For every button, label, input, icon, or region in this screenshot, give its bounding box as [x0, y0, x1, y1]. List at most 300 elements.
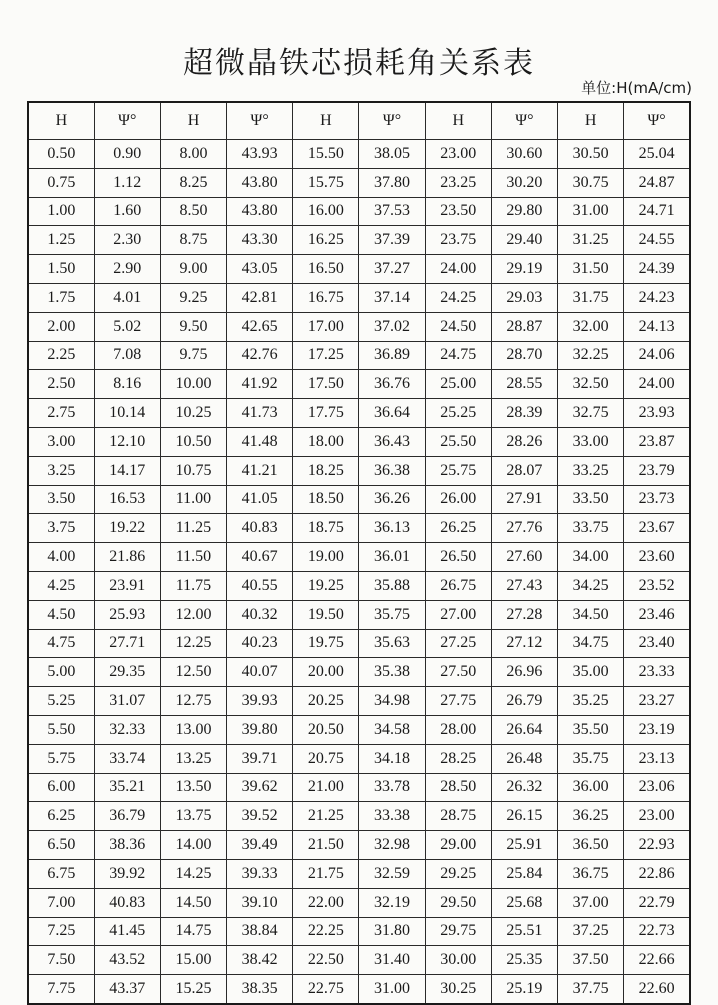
column-header: Ψ°: [227, 102, 293, 140]
h-value-cell: 25.00: [425, 370, 491, 399]
angle-value-cell: 40.83: [227, 514, 293, 543]
angle-value-cell: 39.71: [227, 744, 293, 773]
h-value-cell: 3.50: [28, 485, 94, 514]
angle-value-cell: 23.00: [624, 802, 690, 831]
angle-value-cell: 40.07: [227, 658, 293, 687]
angle-value-cell: 41.73: [227, 399, 293, 428]
h-value-cell: 26.50: [425, 543, 491, 572]
h-value-cell: 13.00: [160, 715, 226, 744]
angle-value-cell: 4.01: [94, 283, 160, 312]
h-value-cell: 16.50: [293, 255, 359, 284]
h-value-cell: 14.50: [160, 888, 226, 917]
table-row: [28, 888, 690, 917]
h-value-cell: 18.75: [293, 514, 359, 543]
h-value-cell: 34.50: [558, 600, 624, 629]
h-value-cell: 0.75: [28, 168, 94, 197]
angle-value-cell: 37.80: [359, 168, 425, 197]
angle-value-cell: 37.39: [359, 226, 425, 255]
h-value-cell: 35.75: [558, 744, 624, 773]
angle-value-cell: 38.42: [227, 946, 293, 975]
angle-value-cell: 22.86: [624, 859, 690, 888]
table-row: [28, 629, 690, 658]
column-header: H: [425, 102, 491, 140]
table-row: [28, 975, 690, 1004]
h-value-cell: 36.75: [558, 859, 624, 888]
column-header: Ψ°: [491, 102, 557, 140]
angle-value-cell: 24.06: [624, 341, 690, 370]
angle-value-cell: 36.43: [359, 427, 425, 456]
h-value-cell: 31.00: [558, 197, 624, 226]
angle-value-cell: 27.71: [94, 629, 160, 658]
h-value-cell: 31.50: [558, 255, 624, 284]
h-value-cell: 7.75: [28, 975, 94, 1004]
angle-value-cell: 24.71: [624, 197, 690, 226]
h-value-cell: 26.25: [425, 514, 491, 543]
h-value-cell: 10.50: [160, 427, 226, 456]
angle-value-cell: 43.30: [227, 226, 293, 255]
table-row: [28, 802, 690, 831]
angle-value-cell: 23.19: [624, 715, 690, 744]
angle-value-cell: 10.14: [94, 399, 160, 428]
angle-value-cell: 12.10: [94, 427, 160, 456]
h-value-cell: 33.00: [558, 427, 624, 456]
h-value-cell: 3.25: [28, 456, 94, 485]
h-value-cell: 29.25: [425, 859, 491, 888]
angle-value-cell: 26.96: [491, 658, 557, 687]
h-value-cell: 24.25: [425, 283, 491, 312]
angle-value-cell: 39.52: [227, 802, 293, 831]
table-row: [28, 399, 690, 428]
angle-value-cell: 29.80: [491, 197, 557, 226]
column-header: H: [293, 102, 359, 140]
unit-label: 单位:H(mA/cm): [581, 79, 692, 97]
angle-value-cell: 35.63: [359, 629, 425, 658]
angle-value-cell: 28.87: [491, 312, 557, 341]
h-value-cell: 32.00: [558, 312, 624, 341]
angle-value-cell: 27.60: [491, 543, 557, 572]
h-value-cell: 29.75: [425, 917, 491, 946]
h-value-cell: 4.25: [28, 571, 94, 600]
angle-value-cell: 31.00: [359, 975, 425, 1004]
angle-value-cell: 43.80: [227, 168, 293, 197]
h-value-cell: 9.00: [160, 255, 226, 284]
h-value-cell: 20.75: [293, 744, 359, 773]
angle-value-cell: 43.05: [227, 255, 293, 284]
column-header: H: [558, 102, 624, 140]
angle-value-cell: 42.76: [227, 341, 293, 370]
column-header: H: [28, 102, 94, 140]
h-value-cell: 31.75: [558, 283, 624, 312]
angle-value-cell: 43.52: [94, 946, 160, 975]
angle-value-cell: 23.93: [624, 399, 690, 428]
h-value-cell: 10.00: [160, 370, 226, 399]
h-value-cell: 6.00: [28, 773, 94, 802]
h-value-cell: 28.00: [425, 715, 491, 744]
table-row: [28, 427, 690, 456]
h-value-cell: 18.25: [293, 456, 359, 485]
angle-value-cell: 25.91: [491, 831, 557, 860]
h-value-cell: 4.50: [28, 600, 94, 629]
angle-value-cell: 28.39: [491, 399, 557, 428]
h-value-cell: 3.75: [28, 514, 94, 543]
angle-value-cell: 22.60: [624, 975, 690, 1004]
angle-value-cell: 26.32: [491, 773, 557, 802]
h-value-cell: 1.75: [28, 283, 94, 312]
angle-value-cell: 23.27: [624, 687, 690, 716]
angle-value-cell: 32.33: [94, 715, 160, 744]
angle-value-cell: 23.33: [624, 658, 690, 687]
h-value-cell: 35.25: [558, 687, 624, 716]
angle-value-cell: 43.37: [94, 975, 160, 1004]
h-value-cell: 9.50: [160, 312, 226, 341]
angle-value-cell: 41.05: [227, 485, 293, 514]
table-row: [28, 715, 690, 744]
angle-value-cell: 32.98: [359, 831, 425, 860]
column-header: Ψ°: [94, 102, 160, 140]
h-value-cell: 7.50: [28, 946, 94, 975]
angle-value-cell: 25.19: [491, 975, 557, 1004]
h-value-cell: 1.00: [28, 197, 94, 226]
table-row: [28, 831, 690, 860]
h-value-cell: 26.75: [425, 571, 491, 600]
h-value-cell: 32.25: [558, 341, 624, 370]
h-value-cell: 37.00: [558, 888, 624, 917]
angle-value-cell: 39.80: [227, 715, 293, 744]
h-value-cell: 28.75: [425, 802, 491, 831]
h-value-cell: 7.00: [28, 888, 94, 917]
h-value-cell: 6.25: [28, 802, 94, 831]
h-value-cell: 11.75: [160, 571, 226, 600]
page-title: 超微晶铁芯损耗角关系表: [183, 46, 535, 81]
h-value-cell: 1.25: [28, 226, 94, 255]
h-value-cell: 3.00: [28, 427, 94, 456]
h-value-cell: 1.50: [28, 255, 94, 284]
angle-value-cell: 25.51: [491, 917, 557, 946]
h-value-cell: 20.50: [293, 715, 359, 744]
angle-value-cell: 42.81: [227, 283, 293, 312]
table-row: [28, 197, 690, 226]
angle-value-cell: 24.87: [624, 168, 690, 197]
angle-value-cell: 32.59: [359, 859, 425, 888]
h-value-cell: 28.50: [425, 773, 491, 802]
angle-value-cell: 39.10: [227, 888, 293, 917]
h-value-cell: 37.25: [558, 917, 624, 946]
column-header: Ψ°: [624, 102, 690, 140]
angle-value-cell: 31.80: [359, 917, 425, 946]
table-row: [28, 514, 690, 543]
table-row: [28, 571, 690, 600]
table-row: [28, 370, 690, 399]
h-value-cell: 37.75: [558, 975, 624, 1004]
angle-value-cell: 23.79: [624, 456, 690, 485]
h-value-cell: 25.50: [425, 427, 491, 456]
h-value-cell: 23.25: [425, 168, 491, 197]
h-value-cell: 14.75: [160, 917, 226, 946]
h-value-cell: 22.50: [293, 946, 359, 975]
table-row: [28, 658, 690, 687]
h-value-cell: 6.50: [28, 831, 94, 860]
angle-value-cell: 38.05: [359, 140, 425, 169]
h-value-cell: 2.25: [28, 341, 94, 370]
angle-value-cell: 39.33: [227, 859, 293, 888]
h-value-cell: 35.50: [558, 715, 624, 744]
h-value-cell: 13.25: [160, 744, 226, 773]
angle-value-cell: 41.48: [227, 427, 293, 456]
angle-value-cell: 16.53: [94, 485, 160, 514]
angle-value-cell: 26.15: [491, 802, 557, 831]
angle-value-cell: 34.98: [359, 687, 425, 716]
h-value-cell: 24.75: [425, 341, 491, 370]
angle-value-cell: 40.55: [227, 571, 293, 600]
h-value-cell: 23.75: [425, 226, 491, 255]
h-value-cell: 21.75: [293, 859, 359, 888]
angle-value-cell: 34.18: [359, 744, 425, 773]
h-value-cell: 33.50: [558, 485, 624, 514]
loss-angle-table: [27, 101, 691, 1005]
h-value-cell: 36.25: [558, 802, 624, 831]
h-value-cell: 15.50: [293, 140, 359, 169]
h-value-cell: 18.50: [293, 485, 359, 514]
angle-value-cell: 24.23: [624, 283, 690, 312]
table-row: [28, 456, 690, 485]
angle-value-cell: 42.65: [227, 312, 293, 341]
table-row: [28, 859, 690, 888]
h-value-cell: 11.25: [160, 514, 226, 543]
table-row: [28, 168, 690, 197]
table-row: [28, 283, 690, 312]
h-value-cell: 34.25: [558, 571, 624, 600]
h-value-cell: 18.00: [293, 427, 359, 456]
angle-value-cell: 26.64: [491, 715, 557, 744]
h-value-cell: 36.00: [558, 773, 624, 802]
table-row: [28, 946, 690, 975]
h-value-cell: 20.00: [293, 658, 359, 687]
angle-value-cell: 25.04: [624, 140, 690, 169]
angle-value-cell: 40.23: [227, 629, 293, 658]
table-row: [28, 687, 690, 716]
h-value-cell: 32.75: [558, 399, 624, 428]
h-value-cell: 30.75: [558, 168, 624, 197]
angle-value-cell: 23.40: [624, 629, 690, 658]
angle-value-cell: 23.52: [624, 571, 690, 600]
table-row: [28, 255, 690, 284]
h-value-cell: 16.25: [293, 226, 359, 255]
angle-value-cell: 36.64: [359, 399, 425, 428]
table-row: [28, 312, 690, 341]
h-value-cell: 15.00: [160, 946, 226, 975]
h-value-cell: 27.50: [425, 658, 491, 687]
angle-value-cell: 27.28: [491, 600, 557, 629]
h-value-cell: 5.00: [28, 658, 94, 687]
angle-value-cell: 26.48: [491, 744, 557, 773]
h-value-cell: 13.75: [160, 802, 226, 831]
h-value-cell: 23.00: [425, 140, 491, 169]
angle-value-cell: 23.06: [624, 773, 690, 802]
h-value-cell: 5.50: [28, 715, 94, 744]
angle-value-cell: 25.93: [94, 600, 160, 629]
angle-value-cell: 36.26: [359, 485, 425, 514]
angle-value-cell: 1.60: [94, 197, 160, 226]
h-value-cell: 4.75: [28, 629, 94, 658]
h-value-cell: 19.75: [293, 629, 359, 658]
angle-value-cell: 39.92: [94, 859, 160, 888]
angle-value-cell: 30.60: [491, 140, 557, 169]
h-value-cell: 32.50: [558, 370, 624, 399]
angle-value-cell: 1.12: [94, 168, 160, 197]
h-value-cell: 21.00: [293, 773, 359, 802]
h-value-cell: 17.25: [293, 341, 359, 370]
table-row: [28, 341, 690, 370]
h-value-cell: 27.00: [425, 600, 491, 629]
h-value-cell: 30.50: [558, 140, 624, 169]
table-row: [28, 744, 690, 773]
angle-value-cell: 41.45: [94, 917, 160, 946]
angle-value-cell: 38.36: [94, 831, 160, 860]
angle-value-cell: 29.40: [491, 226, 557, 255]
h-value-cell: 5.25: [28, 687, 94, 716]
table-row: [28, 917, 690, 946]
h-value-cell: 9.75: [160, 341, 226, 370]
h-value-cell: 12.75: [160, 687, 226, 716]
angle-value-cell: 8.16: [94, 370, 160, 399]
angle-value-cell: 32.19: [359, 888, 425, 917]
angle-value-cell: 33.38: [359, 802, 425, 831]
h-value-cell: 5.75: [28, 744, 94, 773]
h-value-cell: 30.25: [425, 975, 491, 1004]
angle-value-cell: 39.49: [227, 831, 293, 860]
angle-value-cell: 5.02: [94, 312, 160, 341]
angle-value-cell: 43.93: [227, 140, 293, 169]
angle-value-cell: 27.43: [491, 571, 557, 600]
h-value-cell: 20.25: [293, 687, 359, 716]
h-value-cell: 0.50: [28, 140, 94, 169]
angle-value-cell: 36.01: [359, 543, 425, 572]
angle-value-cell: 37.02: [359, 312, 425, 341]
h-value-cell: 28.25: [425, 744, 491, 773]
angle-value-cell: 34.58: [359, 715, 425, 744]
table-row: [28, 773, 690, 802]
angle-value-cell: 30.20: [491, 168, 557, 197]
angle-value-cell: 36.79: [94, 802, 160, 831]
h-value-cell: 30.00: [425, 946, 491, 975]
h-value-cell: 19.50: [293, 600, 359, 629]
h-value-cell: 8.75: [160, 226, 226, 255]
angle-value-cell: 38.35: [227, 975, 293, 1004]
angle-value-cell: 21.86: [94, 543, 160, 572]
h-value-cell: 33.75: [558, 514, 624, 543]
angle-value-cell: 28.07: [491, 456, 557, 485]
angle-value-cell: 28.26: [491, 427, 557, 456]
h-value-cell: 37.50: [558, 946, 624, 975]
h-value-cell: 22.00: [293, 888, 359, 917]
table-row: [28, 140, 690, 169]
angle-value-cell: 24.00: [624, 370, 690, 399]
h-value-cell: 27.75: [425, 687, 491, 716]
angle-value-cell: 35.21: [94, 773, 160, 802]
h-value-cell: 31.25: [558, 226, 624, 255]
h-value-cell: 7.25: [28, 917, 94, 946]
angle-value-cell: 39.62: [227, 773, 293, 802]
h-value-cell: 8.00: [160, 140, 226, 169]
h-value-cell: 10.25: [160, 399, 226, 428]
h-value-cell: 34.00: [558, 543, 624, 572]
h-value-cell: 10.75: [160, 456, 226, 485]
h-value-cell: 23.50: [425, 197, 491, 226]
h-value-cell: 21.25: [293, 802, 359, 831]
h-value-cell: 25.75: [425, 456, 491, 485]
angle-value-cell: 27.12: [491, 629, 557, 658]
angle-value-cell: 25.84: [491, 859, 557, 888]
h-value-cell: 29.50: [425, 888, 491, 917]
h-value-cell: 34.75: [558, 629, 624, 658]
h-value-cell: 25.25: [425, 399, 491, 428]
angle-value-cell: 14.17: [94, 456, 160, 485]
angle-value-cell: 24.55: [624, 226, 690, 255]
h-value-cell: 12.25: [160, 629, 226, 658]
angle-value-cell: 33.74: [94, 744, 160, 773]
angle-value-cell: 35.88: [359, 571, 425, 600]
h-value-cell: 6.75: [28, 859, 94, 888]
angle-value-cell: 0.90: [94, 140, 160, 169]
angle-value-cell: 28.55: [491, 370, 557, 399]
angle-value-cell: 39.93: [227, 687, 293, 716]
angle-value-cell: 24.13: [624, 312, 690, 341]
table-row: [28, 543, 690, 572]
angle-value-cell: 37.27: [359, 255, 425, 284]
angle-value-cell: 2.90: [94, 255, 160, 284]
angle-value-cell: 29.19: [491, 255, 557, 284]
angle-value-cell: 19.22: [94, 514, 160, 543]
angle-value-cell: 38.84: [227, 917, 293, 946]
angle-value-cell: 36.13: [359, 514, 425, 543]
angle-value-cell: 40.83: [94, 888, 160, 917]
angle-value-cell: 29.03: [491, 283, 557, 312]
angle-value-cell: 22.66: [624, 946, 690, 975]
h-value-cell: 14.25: [160, 859, 226, 888]
angle-value-cell: 22.79: [624, 888, 690, 917]
angle-value-cell: 36.76: [359, 370, 425, 399]
angle-value-cell: 23.73: [624, 485, 690, 514]
h-value-cell: 4.00: [28, 543, 94, 572]
h-value-cell: 8.50: [160, 197, 226, 226]
angle-value-cell: 41.21: [227, 456, 293, 485]
angle-value-cell: 31.40: [359, 946, 425, 975]
angle-value-cell: 2.30: [94, 226, 160, 255]
angle-value-cell: 37.14: [359, 283, 425, 312]
h-value-cell: 16.75: [293, 283, 359, 312]
table-body: [28, 140, 690, 1004]
table-row: [28, 485, 690, 514]
h-value-cell: 24.00: [425, 255, 491, 284]
angle-value-cell: 22.73: [624, 917, 690, 946]
angle-value-cell: 23.13: [624, 744, 690, 773]
angle-value-cell: 29.35: [94, 658, 160, 687]
h-value-cell: 17.00: [293, 312, 359, 341]
angle-value-cell: 40.32: [227, 600, 293, 629]
angle-value-cell: 7.08: [94, 341, 160, 370]
h-value-cell: 14.00: [160, 831, 226, 860]
h-value-cell: 36.50: [558, 831, 624, 860]
h-value-cell: 29.00: [425, 831, 491, 860]
angle-value-cell: 37.53: [359, 197, 425, 226]
h-value-cell: 35.00: [558, 658, 624, 687]
h-value-cell: 21.50: [293, 831, 359, 860]
angle-value-cell: 24.39: [624, 255, 690, 284]
angle-value-cell: 27.76: [491, 514, 557, 543]
h-value-cell: 17.75: [293, 399, 359, 428]
angle-value-cell: 35.38: [359, 658, 425, 687]
h-value-cell: 12.00: [160, 600, 226, 629]
